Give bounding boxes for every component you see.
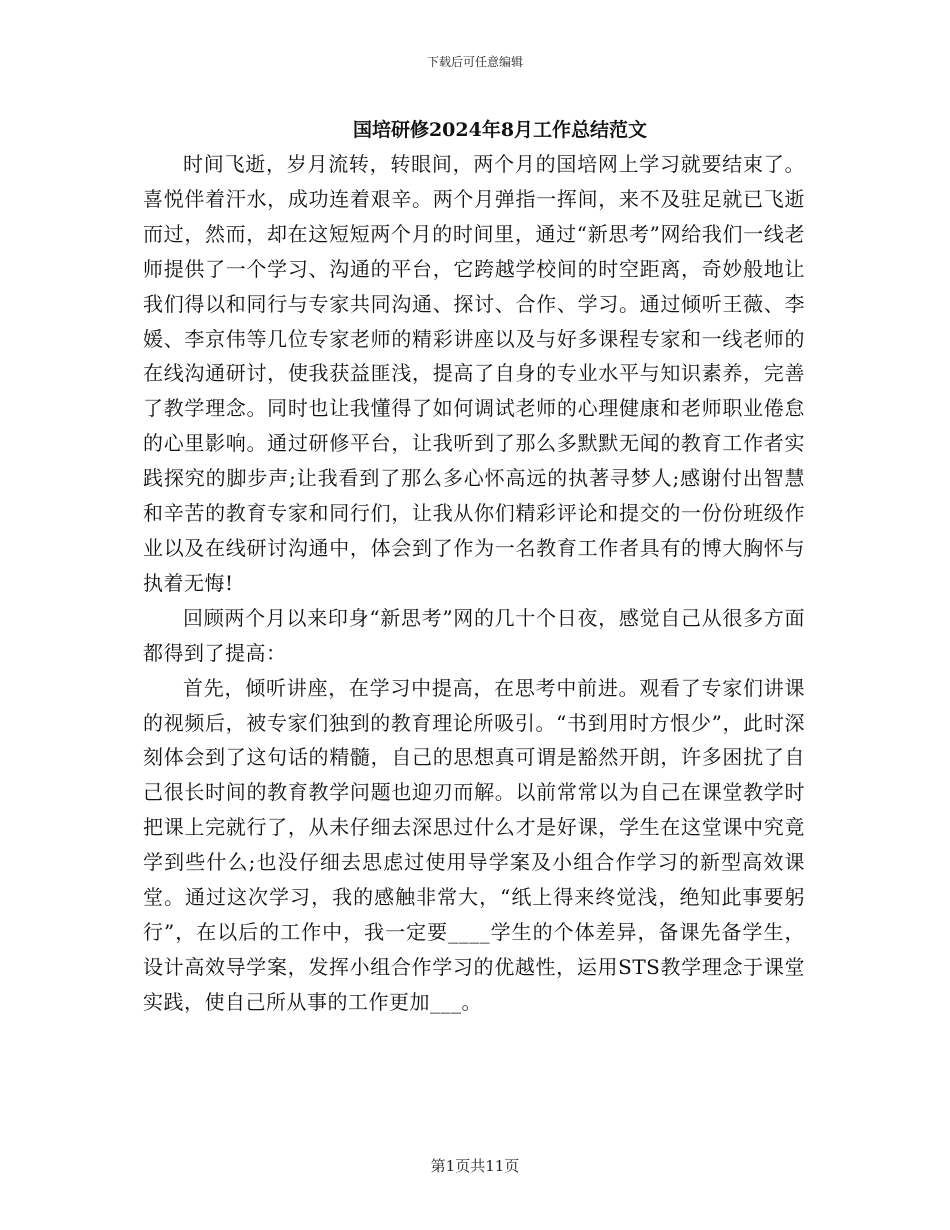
paragraph: 回顾两个月以来印身“新思考”网的几十个日夜，感觉自己从很多方面都得到了提高： [143,605,805,665]
paragraph: 首先，倾听讲座，在学习中提高，在思考中前进。观看了专家们讲课的视频后，被专家们独到的教育理论所吸引。“书到用时方恨少”，此时深刻体会到了这句话的精髓，自己的思想真可谓是豁然开朗，许多困扰了自己很长时间的教育教学问题也迎刃而解。以前常常以为自己在课堂教学时把课上完就行了，从未仔细去深思过什么才是好课，学生在这堂课中究竟学到些什么;也没仔细去思虑过使用导学案及小组合作学习的新型高效课堂。通过这次学习，我的感触非常大，“纸上得来终觉浅，绝知此事要躬行”，在以后的工作中，我一定要____学生的个体差异，备课先备学生，设计高效导学案，发挥小组合作学习的优越性，运用STS教学理念于课堂实践，使自己所从事的工作更加___。 [143,675,805,1014]
page-number-footer: 第1页共11页 [430,1157,520,1175]
document-body [143,147,805,1020]
page-header-note: 下载后可任意编辑 [426,55,523,69]
paragraph: 时间飞逝，岁月流转，转眼间，两个月的国培网上学习就要结束了。喜悦伴着汗水，成功连着艰辛。两个月弹指一挥间，来不及驻足就已飞逝而过，然而，却在这短短两个月的时间里，通过“新思考”网给我们一线老师提供了一个学习、沟通的平台，它跨越学校间的时空距离，奇妙般地让我们得以和同行与专家共同沟通、探讨、合作、学习。通过倾听王薇、李媛、李京伟等几位专家老师的精彩讲座以及与好多课程专家和一线老师的在线沟通研讨，使我获益匪浅，提高了自身的专业水平与知识素养，完善了教学理念。同时也让我懂得了如何调试老师的心理健康和老师职业倦怠的心里影响。通过研修平台，让我听到了那么多默默无闻的教育工作者实践探究的脚步声;让我看到了那么多心怀高远的执著寻梦人;感谢付出智慧和辛苦的教育专家和同行们，让我从你们精彩评论和提交的一份份班级作业以及在线研讨沟通中，体会到了作为一名教育工作者具有的博大胸怀与执着无悔! [143,152,805,595]
document-title: 国培研修2024年8月工作总结范文 [352,119,648,141]
